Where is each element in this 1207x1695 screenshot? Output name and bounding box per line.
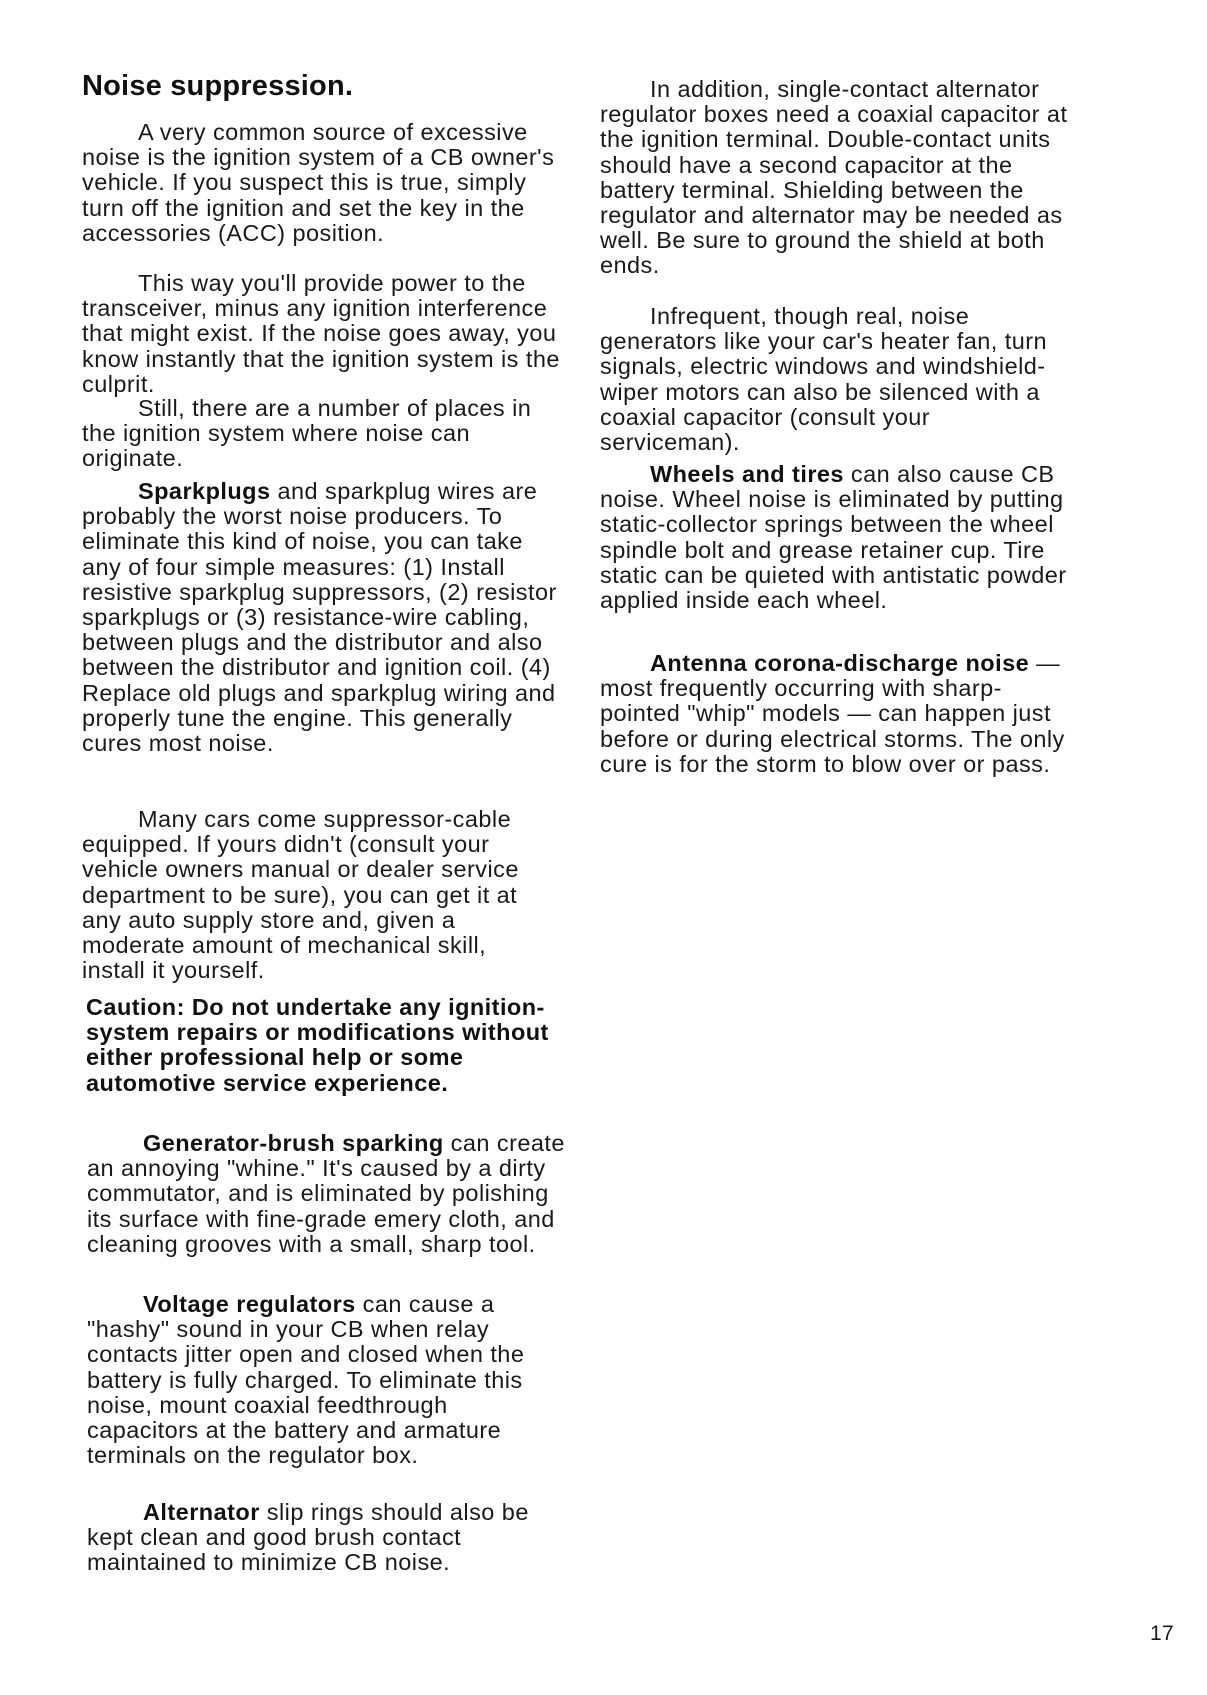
page-number: 17 bbox=[1150, 1622, 1174, 1645]
paragraph-regulator-boxes: In addition, single-contact alternator regulator boxes need a coaxial capacitor at the ignition terminal. Double-contact units should have a second capacitor at the battery terminal. Shielding between the regulator and alternator may be needed as well. Be sure to ground the shield at both ends. bbox=[600, 76, 1068, 279]
paragraph-generator-brush bbox=[87, 1131, 577, 1257]
term-sparkplugs: Sparkplugs bbox=[138, 478, 271, 504]
paragraph-ignition-intro: A very common source of excessive noise is the ignition system of a CB owner's vehicle. If you suspect this is true, simply turn off the ignition and set the key in the accessories (ACC) position. bbox=[82, 119, 555, 246]
paragraph-wheels-tires bbox=[600, 462, 1080, 613]
text-sparkplugs: and sparkplug wires are probably the worst noise producers. To eliminate this kind of noise, you can take any of four simple measures: (1) Install resistive sparkplug suppressors, (2) resistor sparkplugs or (3) resistance-wire cabling, between plugs and the distributor and also between the distributor and ignition coil. (4) Replace old plugs and sparkplug wiring and properly tune the engine. This generally cures most noise. bbox=[82, 478, 557, 757]
paragraph-alternator bbox=[87, 1500, 557, 1576]
paragraph-suppressor-cable: Many cars come suppressor-cable equipped. If yours didn't (consult your vehicle owners manual or dealer service department to be sure), you can get it at any auto supply store and, given a moderate amount of mechanical skill, install it yourself. bbox=[82, 806, 519, 984]
paragraph-noise-origins: Still, there are a number of places in the ignition system where noise can originate. bbox=[82, 395, 532, 472]
paragraph-antenna-corona bbox=[600, 651, 1075, 777]
paragraph-transceiver-test: This way you'll provide power to the transceiver, minus any ignition interference that might exist. If the noise goes away, you know instantly that the ignition system is the culprit. bbox=[82, 270, 560, 397]
caution-notice: Caution: Do not undertake any ignition-system repairs or modifications without either professional help or some automotive service experience. bbox=[86, 994, 549, 1096]
term-alternator: Alternator bbox=[143, 1499, 260, 1525]
paragraph-voltage-regulators bbox=[87, 1292, 547, 1468]
text-voltage-regulators: can cause a "hashy" sound in your CB when relay contacts jitter open and closed when the battery is fully charged. To eliminate this noise, mount coaxial feedthrough capacitors at the battery and armature terminals on the regulator box. bbox=[87, 1291, 525, 1469]
term-wheels-tires: Wheels and tires bbox=[650, 461, 844, 487]
paragraph-sparkplugs bbox=[82, 479, 562, 756]
term-antenna-corona: Antenna corona-discharge noise bbox=[650, 650, 1030, 676]
term-voltage-regulators: Voltage regulators bbox=[143, 1291, 356, 1317]
text-wheels-tires: can also cause CB noise. Wheel noise is eliminated by putting static-collector springs between the wheel spindle bolt and grease retainer cup. Tire static can be quieted with antistatic powder applied inside each wheel. bbox=[600, 461, 1067, 614]
text-antenna-corona: — most frequently occurring with sharp-pointed "whip" models — can happen just before or during electrical storms. The only cure is for the storm to blow over or pass. bbox=[600, 650, 1065, 777]
text-alternator: slip rings should also be kept clean and good brush contact maintained to minimize CB noise. bbox=[87, 1499, 529, 1576]
paragraph-noise-generators: Infrequent, though real, noise generators like your car's heater fan, turn signals, electric windows and windshield-wiper motors can also be silenced with a coaxial capacitor (consult your serviceman). bbox=[600, 303, 1048, 456]
text-generator-brush: can create an annoying "whine." It's caused by a dirty commutator, and is eliminated by polishing its surface with fine-grade emery cloth, and cleaning grooves with a small, sharp tool. bbox=[87, 1130, 565, 1257]
page-heading: Noise suppression. bbox=[82, 70, 354, 102]
term-generator-brush: Generator-brush sparking bbox=[143, 1130, 444, 1156]
